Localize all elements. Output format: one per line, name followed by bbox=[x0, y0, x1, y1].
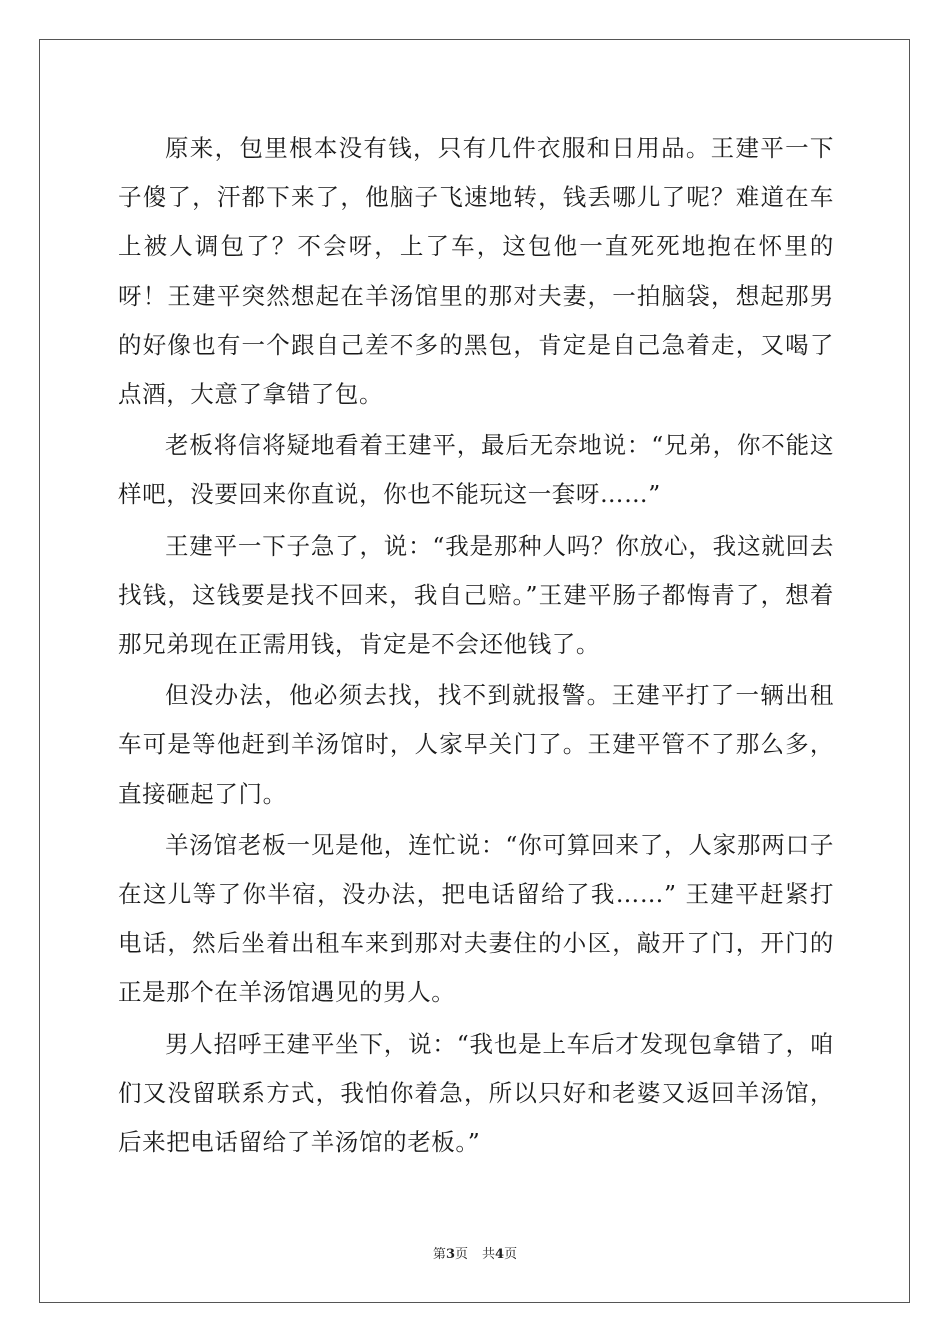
total-suffix: 页 bbox=[504, 1247, 518, 1262]
paragraph: 王建平一下子急了，说：“我是那种人吗？你放心，我这就回去找钱，这钱要是找不回来，我自己赔。”王建平肠子都悔青了，想着那兄弟现在正需用钱，肯定是不会还他钱了。 bbox=[118, 531, 834, 659]
paragraph: 老板将信将疑地看着王建平，最后无奈地说：“兄弟，你不能这样吧，没要回来你直说，你也不能玩这一套呀……” bbox=[118, 431, 834, 509]
page-prefix: 第 bbox=[432, 1247, 446, 1262]
page-number: 3 bbox=[445, 1247, 455, 1262]
page-footer bbox=[0, 1246, 950, 1264]
paragraph: 男人招呼王建平坐下，说：“我也是上车后才发现包拿错了，咱们又没留联系方式，我怕你着急，所以只好和老婆又返回羊汤馆，后来把电话留给了羊汤馆的老板。” bbox=[118, 1029, 834, 1157]
paragraph: 原来，包里根本没有钱，只有几件衣服和日用品。王建平一下子傻了，汗都下来了，他脑子飞速地转，钱丢哪儿了呢？难道在车上被人调包了？不会呀，上了车，这包他一直死死地抱在怀里的呀！王建平突然想起在羊汤馆里的那对夫妻，一拍脑袋，想起那男的好像也有一个跟自己差不多的黑包，肯定是自己急着走，又喝了点酒，大意了拿错了包。 bbox=[118, 134, 834, 409]
paragraph: 羊汤馆老板一见是他，连忙说：“你可算回来了，人家那两口子在这儿等了你半宿，没办法，把电话留给了我……” 王建平赶紧打电话，然后坐着出租车来到那对夫妻住的小区，敲开了门，开门的正是那个在羊汤馆遇见的男人。 bbox=[118, 830, 834, 1007]
paragraph: 但没办法，他必须去找，找不到就报警。王建平打了一辆出租车可是等他赶到羊汤馆时，人家早关门了。王建平管不了那么多，直接砸起了门。 bbox=[118, 681, 834, 808]
page-suffix: 页 bbox=[454, 1247, 468, 1262]
total-prefix: 共 bbox=[482, 1247, 496, 1262]
total-pages: 4 bbox=[495, 1247, 505, 1262]
document-body bbox=[118, 124, 834, 1169]
